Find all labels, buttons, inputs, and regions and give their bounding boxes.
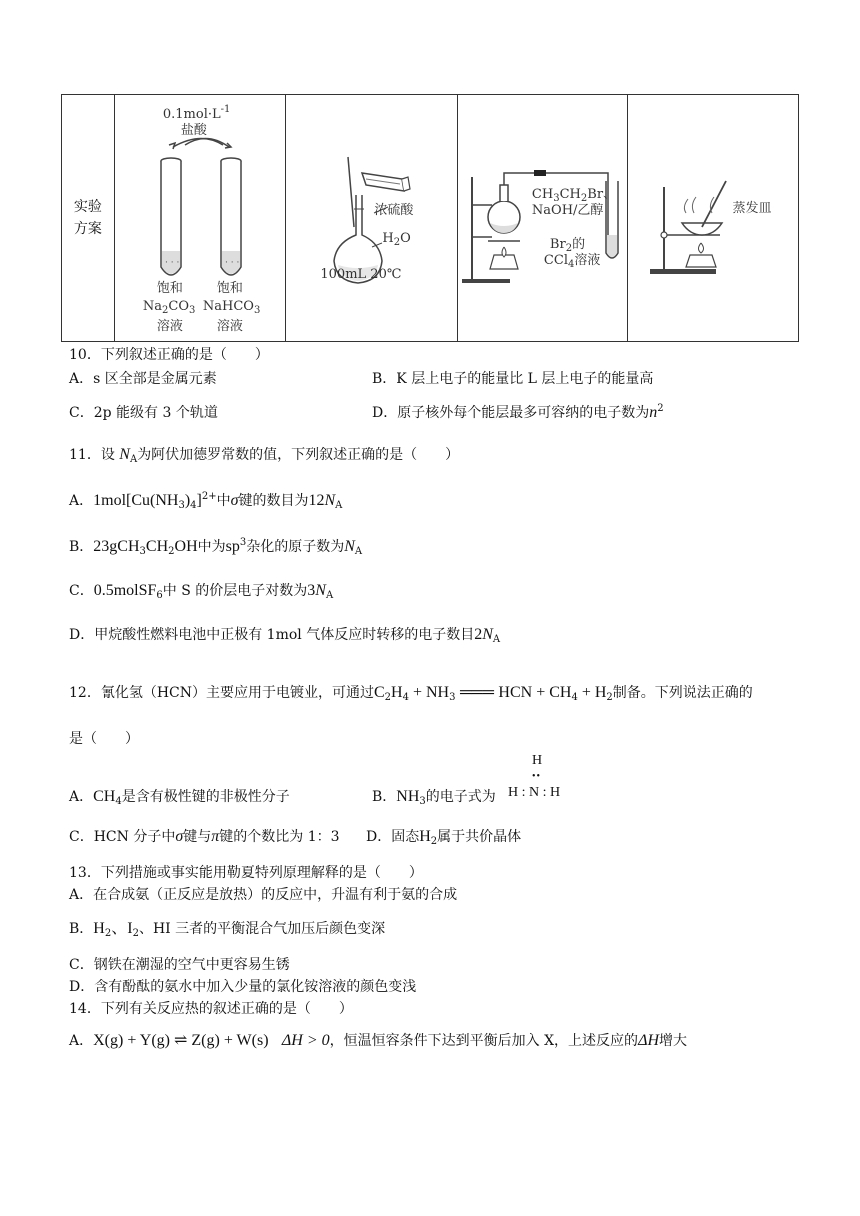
right-tube-label-1: 饱和 <box>216 281 243 296</box>
q10-option-d: D．原子核外每个能层最多可容纳的电子数为$n^2$ <box>372 403 664 421</box>
left-tube-label-2: $Na_2CO_3$ <box>142 299 196 316</box>
q13-stem: 13．下列措施或事实能用勒夏特列原理解释的是（ ） <box>69 865 423 881</box>
q11-option-c: C．0.5molSF$_6$中 S 的价层电子对数为$3N_A$ <box>69 582 334 601</box>
bromine-label: $Br_2$的 <box>549 237 586 254</box>
left-tube-label-1: 饱和 <box>156 281 183 296</box>
q12-stem: 12．氰化氢（HCN）主要应用于电镀业，可通过$C_2H_4 + NH_3$ ═══ HCN + $CH_4 + H_2$制备。下列说法正确的 <box>69 684 753 703</box>
right-tube-label-2: NaHCO$_3$ <box>202 299 261 316</box>
q13-option-b: B．$H_2$、$I_2$、HI 三者的平衡混合气加压后颜色变深 <box>69 920 386 939</box>
experiment-cell-1 <box>114 95 286 341</box>
q13-option-c: C．钢铁在潮湿的空气中更容易生锈 <box>69 957 290 973</box>
experiment-cell-2 <box>285 95 457 341</box>
lewis-structure-row: H : N : H <box>508 785 561 800</box>
q11-option-a: A．$1mol[Cu(NH_3)_4]^{2+}$中σ键的数目为$12N_A$ <box>69 491 343 511</box>
ccl4-solution-label: CCl$_4$溶液 <box>543 253 601 270</box>
bromoethane-elimination-diagram <box>458 95 629 343</box>
q11-option-b: B．$23gCH_3CH_2OH$中为$sp^3$杂化的原子数为$N_A$ <box>69 537 363 557</box>
row-header-cell <box>62 95 114 341</box>
q12-option-b: B．$NH_3$的电子式为 <box>372 788 496 807</box>
left-tube-label-3: 溶液 <box>156 319 183 334</box>
q13-option-d: D．含有酚酞的氨水中加入少量的氯化铵溶液的颜色变浅 <box>69 979 417 995</box>
water-label: $H_2O$ <box>382 231 411 248</box>
q14-option-a: A．X(g) + Y(g) ⇌ Z(g) + W(s) ΔH > 0，恒温恒容条件下达到平衡后加入 X，上述反应的ΔH增大 <box>69 1032 688 1049</box>
q10-option-c: C．2p 能级有 3 个轨道 <box>69 405 218 421</box>
q10-option-b: B．K 层上电子的能量比 L 层上电子的能量高 <box>372 371 654 387</box>
evaporating-dish-diagram <box>628 95 799 343</box>
evaporating-dish-label: 蒸发皿 <box>732 201 772 216</box>
q12-option-c: C．HCN 分子中σ键与π键的个数比为 1：3 <box>69 828 340 845</box>
q13-option-a: A．在合成氨（正反应是放热）的反应中，升温有利于氨的合成 <box>69 887 458 903</box>
q10-option-a: A．s 区全部是金属元素 <box>69 371 217 387</box>
reagent-label-2: NaOH/乙醇 <box>531 203 604 218</box>
q12-option-a: A．$CH_4$是含有极性键的非极性分子 <box>69 788 290 807</box>
volumetric-flask-diagram <box>286 95 458 343</box>
q11-stem: 11．设 $N_A$为阿伏加德罗常数的值，下列叙述正确的是（ ） <box>69 446 460 465</box>
experiment-cell-4 <box>627 95 798 341</box>
svg-text:· · ·: · · · <box>224 258 240 268</box>
flask-capacity-label: 100mL 20℃ <box>320 267 402 282</box>
q12-option-d: D．固态$H_2$属于共价晶体 <box>366 828 522 847</box>
right-tube-label-3: 溶液 <box>216 319 243 334</box>
acid-concentration-label: $0.1mol\cdot L^{-1}$ <box>162 104 231 122</box>
experiment-cell-3 <box>457 95 628 341</box>
q10-stem: 10．下列叙述正确的是（ ） <box>69 347 269 363</box>
q11-option-d: D．甲烷酸性燃料电池中正极有 1mol 气体反应时转移的电子数目$2N_A$ <box>69 626 501 645</box>
lewis-lone-pair: •• <box>532 771 542 782</box>
reagent-label-1: $CH_3CH_2Br$、 <box>531 187 617 204</box>
q14-stem: 14．下列有关反应热的叙述正确的是（ ） <box>69 1001 353 1017</box>
svg-text:· · ·: · · · <box>164 258 180 268</box>
q12-stem-cont: 是（ ） <box>69 731 139 747</box>
lewis-h-top: H <box>532 753 543 768</box>
acid-name-label: 盐酸 <box>180 123 207 138</box>
conc-sulfuric-acid-label: 浓硫酸 <box>374 203 414 218</box>
row-header-label: 实验方案 <box>73 199 102 237</box>
experiment-table <box>61 94 799 342</box>
